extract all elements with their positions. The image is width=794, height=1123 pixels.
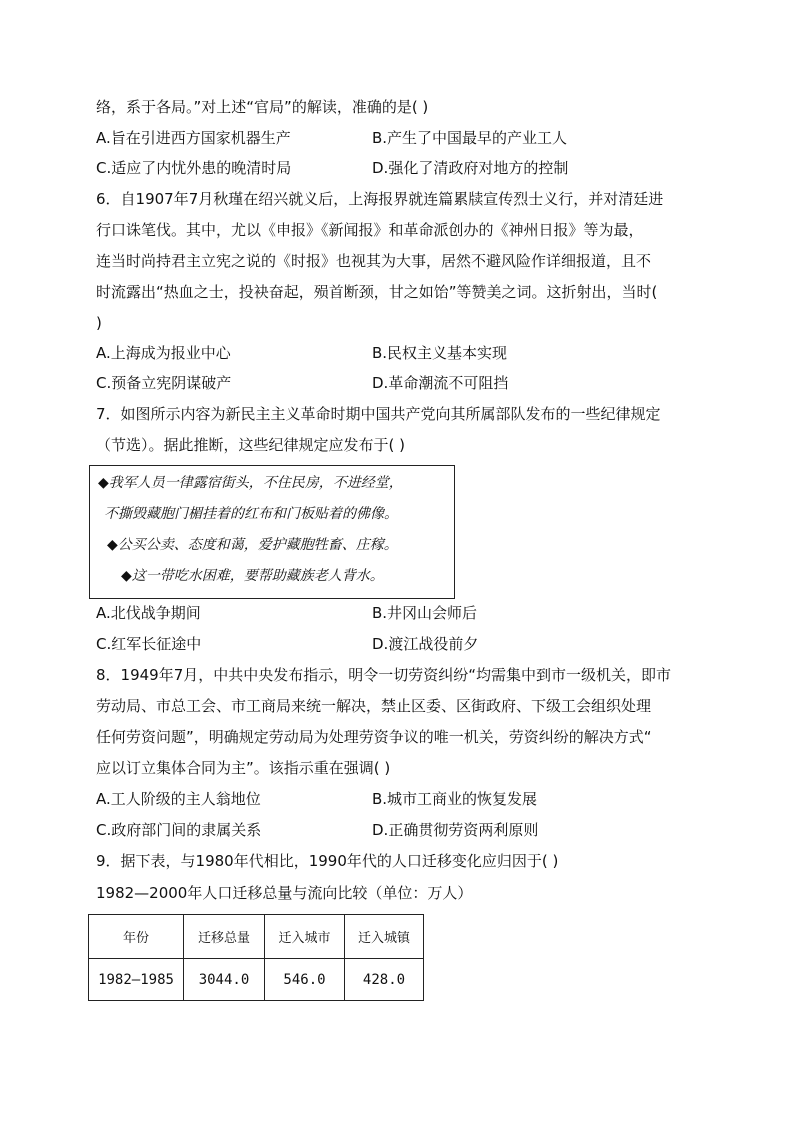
q6-option-c: C.预备立宪阴谋破产 <box>96 374 232 392</box>
q5-stem-tail: 络，系于各局。”对上述“官局”的解读，准确的是( ) <box>96 98 429 116</box>
table-cell-total: 3044.0 <box>184 959 265 1001</box>
q8-stem-line-1: 8．1949年7月，中共中央发布指示，明令一切劳资纠纷“均需集中到市一级机关，即市 <box>96 666 672 684</box>
q6-stem-line-3: 连当时尚持君主立宪之说的《时报》也视其为大事，居然不避风险作详细报道，且不 <box>96 252 652 270</box>
q7-option-b: B.井冈山会师后 <box>372 604 478 622</box>
q5-option-a: A.旨在引进西方国家机器生产 <box>96 129 291 147</box>
q7-box-line-3: ◆公买公卖、态度和蔼，爱护藏胞牲畜、庄稼。 <box>107 537 398 553</box>
q8-stem-line-4: 应以订立集体合同为主”。该指示重在强调( ) <box>96 759 391 777</box>
q7-option-a: A.北伐战争期间 <box>96 604 201 622</box>
q7-option-c: C.红军长征途中 <box>96 635 202 653</box>
table-header-total: 迁移总量 <box>184 915 265 959</box>
q6-option-b: B.民权主义基本实现 <box>372 344 508 362</box>
q6-stem-line-5: ) <box>96 314 102 332</box>
q8-stem-line-3: 任何劳资问题”，明确规定劳动局为处理劳资争议的唯一机关，劳资纠纷的解决方式“ <box>96 728 652 746</box>
q8-option-b: B.城市工商业的恢复发展 <box>372 790 538 808</box>
q8-option-d: D.正确贯彻劳资两利原则 <box>372 821 539 839</box>
q6-stem-line-2: 行口诛笔伐。其中，尤以《申报》《新闻报》和革命派创办的《神州日报》等为最， <box>96 221 644 239</box>
table-header-town: 迁入城镇 <box>345 915 424 959</box>
table-row <box>89 959 424 1001</box>
q6-option-d: D.革命潮流不可阻挡 <box>372 374 509 392</box>
q7-discipline-box <box>89 465 455 599</box>
q9-stem: 9．据下表，与1980年代相比，1990年代的人口迁移变化应归因于( ) <box>96 852 559 870</box>
q7-box-line-4: ◆这一带吃水困难，要帮助藏族老人背水。 <box>121 568 384 584</box>
q6-option-a: A.上海成为报业中心 <box>96 344 231 362</box>
table-cell-year: 1982—1985 <box>89 959 184 1001</box>
q7-box-line-1: ◆我军人员一律露宿街头，不住民房，不进经堂， <box>98 475 403 491</box>
q8-option-c: C.政府部门间的隶属关系 <box>96 821 262 839</box>
table-header-row <box>89 915 424 959</box>
q7-option-d: D.渡江战役前夕 <box>372 635 479 653</box>
q5-option-b: B.产生了中国最早的产业工人 <box>372 129 568 147</box>
q6-stem-line-4: 时流露出“热血之士，投袂奋起，殒首断颈，甘之如饴”等赞美之词。这折射出，当时( <box>96 283 658 301</box>
q8-stem-line-2: 劳动局、市总工会、市工商局来统一解决，禁止区委、区街政府、下级工会组织处理 <box>96 697 652 715</box>
q5-option-d: D.强化了清政府对地方的控制 <box>372 159 569 177</box>
q7-box-line-2: 不撕毁藏胞门楣挂着的红布和门板贴着的佛像。 <box>104 506 398 522</box>
table-header-city: 迁入城市 <box>265 915 345 959</box>
q8-option-a: A.工人阶级的主人翁地位 <box>96 790 261 808</box>
q7-stem-line-1: 7．如图所示内容为新民主主义革命时期中国共产党向其所属部队发布的一些纪律规定 <box>96 405 661 423</box>
table-cell-city: 546.0 <box>265 959 345 1001</box>
q6-stem-line-1: 6．自1907年7月秋瑾在绍兴就义后，上海报界就连篇累牍宣传烈士义行，并对清廷进 <box>96 190 664 208</box>
q7-stem-line-2: （节选）。据此推断，这些纪律规定应发布于( ) <box>96 436 405 454</box>
table-cell-town: 428.0 <box>345 959 424 1001</box>
migration-table <box>88 914 424 1001</box>
q5-option-c: C.适应了内忧外患的晚清时局 <box>96 159 292 177</box>
table-header-year: 年份 <box>89 915 184 959</box>
q9-table-caption: 1982—2000年人口迁移总量与流向比较（单位：万人） <box>96 884 473 902</box>
